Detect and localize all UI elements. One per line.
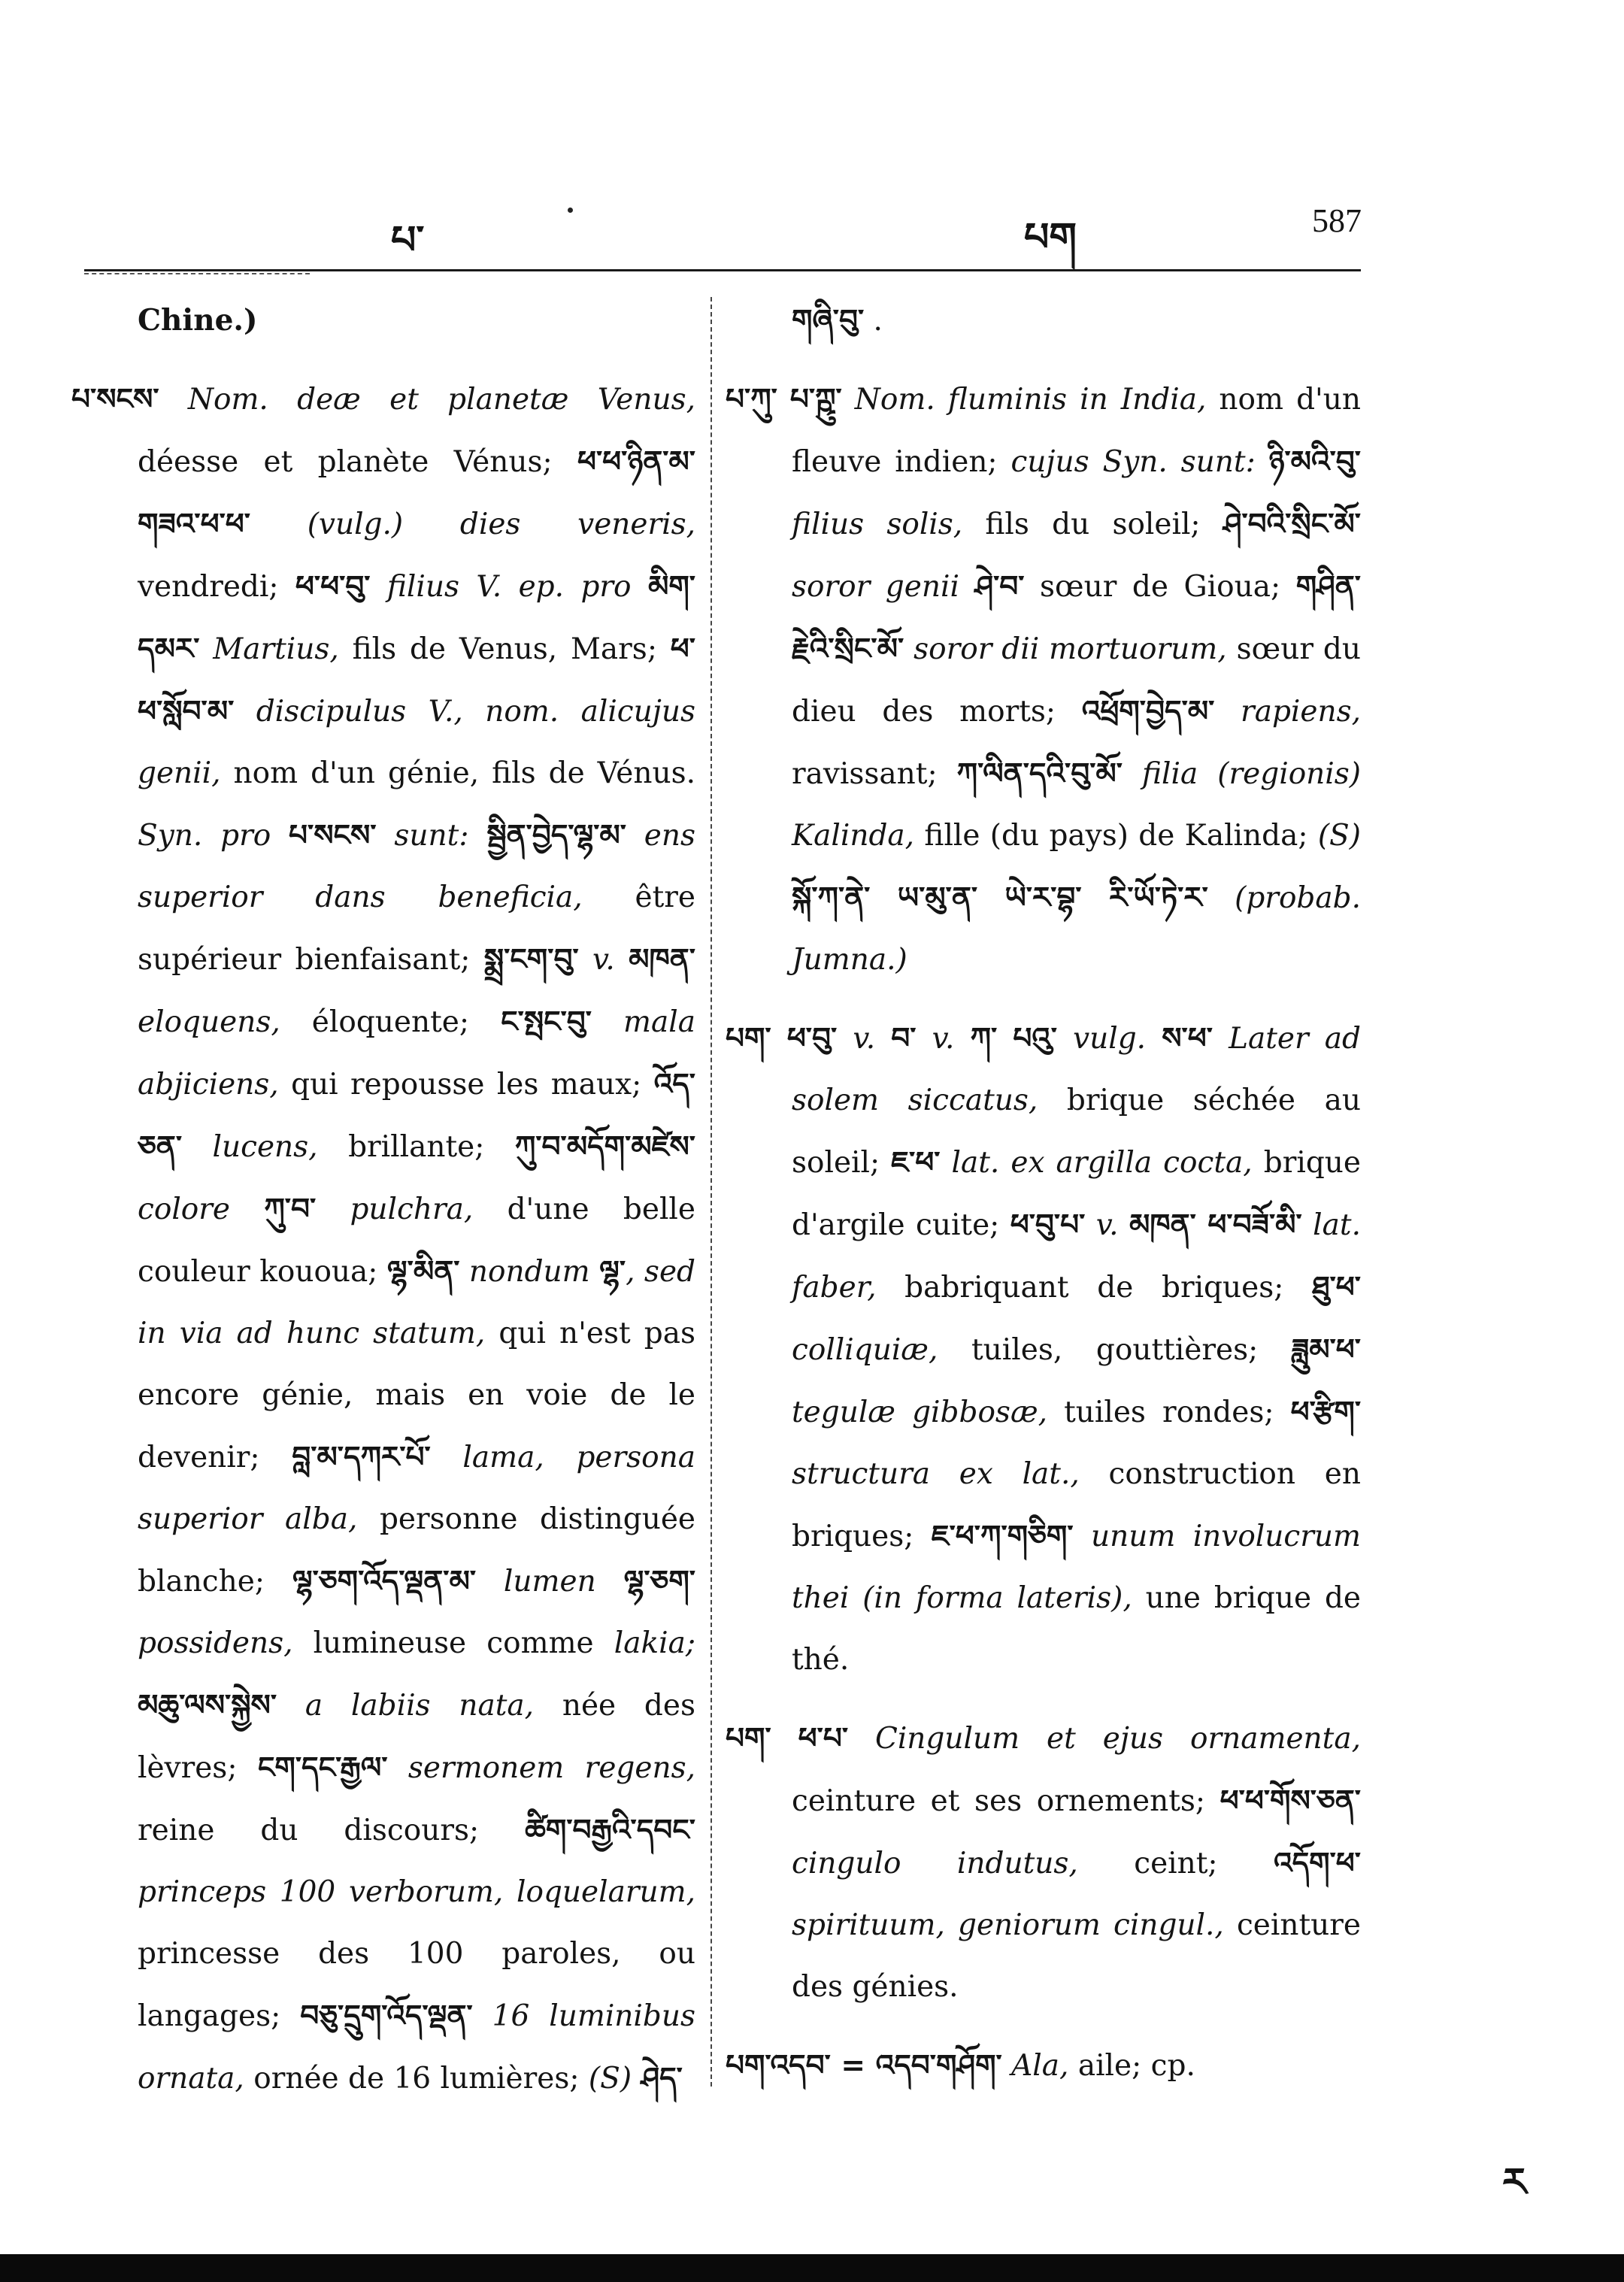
tibetan-term: སྦྱིན་བྱེད་ལྷ་མ་ — [486, 818, 626, 853]
latin-gloss: filia (regionis) Kalinda, — [792, 757, 1361, 853]
french-gloss: être supérieur bienfaisant; — [138, 880, 696, 977]
latin-gloss: colliquiæ, — [792, 1333, 938, 1367]
french-gloss: qui n'est pas encore génie, mais en voie de le devenir; — [138, 1317, 695, 1474]
french-gloss — [997, 1022, 1013, 1056]
entry-continuation — [726, 289, 1361, 352]
latin-gloss: v. — [916, 1022, 971, 1056]
running-head-left: པ་ — [391, 217, 425, 263]
latin-gloss: pulchra, — [316, 1193, 474, 1226]
french-gloss: d'une belle couleur kououa; — [138, 1193, 695, 1289]
header-dot — [568, 208, 573, 213]
french-gloss: . — [864, 304, 883, 338]
tibetan-term: མཆུ་ལས་སྐྱེས་ — [138, 1688, 277, 1723]
french-gloss: née des lèvres; — [138, 1689, 695, 1785]
tibetan-term: མཁན་ ཕ་བཟོ་མི་ — [1129, 1208, 1302, 1242]
dictionary-entry — [726, 1008, 1361, 1691]
latin-gloss: lat. faber, — [792, 1208, 1361, 1305]
headword: པ་སངས་ — [71, 382, 159, 417]
latin-gloss: lakia; — [614, 1626, 695, 1660]
tibetan-term: ཤེ་བའི་སྲིང་མོ་ — [1223, 507, 1361, 541]
latin-gloss: cujus Syn. sunt: — [1010, 445, 1269, 479]
tibetan-term: ཤེ་བ་ — [974, 569, 1025, 604]
scan-edge-bar — [0, 2254, 1624, 2282]
tibetan-term: ཇ་ཕ་ཀ་གཅིག་ — [931, 1519, 1074, 1553]
tibetan-term: ཕ་ཕ་སློབ་མ་ — [138, 632, 695, 729]
latin-gloss: lumen — [476, 1565, 624, 1599]
latin-gloss: (vulg.) dies veneris, — [250, 508, 695, 541]
tibetan-term: ས་ཕ་ — [1162, 1021, 1213, 1056]
latin-gloss: tegulæ gibbosæ, — [792, 1396, 1047, 1429]
french-gloss: princesse des 100 paroles, ou langages; — [138, 1937, 695, 2033]
french-gloss: brique séchée au soleil; — [792, 1083, 1361, 1180]
headword: པག་ — [726, 1021, 771, 1056]
french-gloss: brillante; — [317, 1130, 515, 1164]
latin-gloss: mala abjiciens, — [138, 1005, 696, 1102]
tibetan-term: པ་སངས་ — [289, 818, 377, 853]
latin-gloss: filius solis, — [792, 508, 963, 541]
latin-gloss: discipulus V., nom. alicujus genii, — [138, 695, 695, 790]
french-gloss: qui repousse les maux; — [278, 1068, 654, 1102]
tibetan-term: ཀུ་བ་ — [264, 1192, 317, 1226]
latin-gloss: lat. ex argilla cocta, — [940, 1146, 1253, 1180]
header-rule-dash — [84, 273, 310, 274]
tibetan-term: པའུ་ — [1013, 1021, 1057, 1056]
latin-gloss: soror genii — [792, 570, 975, 604]
latin-gloss: Nom. fluminis in India, — [841, 383, 1207, 417]
tibetan-term: འོད་ཅན་ — [138, 1067, 695, 1164]
tibetan-term: ལྷ་ཅག་ — [623, 1564, 695, 1599]
french-gloss: tuiles rondes; — [1047, 1396, 1291, 1429]
latin-gloss: sermonem regens, — [387, 1751, 695, 1785]
header-rule — [84, 269, 1361, 271]
latin-gloss: colore — [138, 1193, 265, 1226]
latin-gloss: possidens, — [138, 1626, 293, 1660]
latin-gloss: unum involucrum thei (in forma lateris), — [792, 1520, 1361, 1615]
latin-gloss: vulg. — [1056, 1022, 1162, 1056]
tibetan-term: ལྷ་ཅག་འོད་ལྡན་མ་ — [292, 1564, 477, 1599]
latin-gloss: lama, persona superior alba, — [138, 1441, 696, 1536]
latin-gloss: ens superior dans beneficia, — [138, 819, 695, 914]
tibetan-term: ཤེད་ — [641, 2061, 683, 2096]
french-gloss: fils du soleil; — [962, 508, 1223, 541]
french-gloss: fils de Venus, Mars; — [338, 632, 671, 666]
tibetan-term: ཕ་བུ་པ་ — [1010, 1208, 1086, 1242]
latin-gloss: a labiis nata, — [277, 1689, 535, 1723]
latin-gloss: lucens, — [182, 1130, 318, 1164]
latin-gloss: v. — [578, 943, 629, 977]
latin-gloss: nondum — [459, 1255, 600, 1289]
tibetan-term: ལྷ་ — [599, 1254, 626, 1289]
french-gloss: lumineuse comme — [292, 1626, 614, 1660]
french-gloss: tuiles, gouttières; — [938, 1333, 1292, 1367]
latin-gloss: spirituum, geniorum cingul., — [792, 1908, 1224, 1942]
latin-gloss: Martius, — [199, 632, 339, 666]
tibetan-term: ཚིག་བརྒྱའི་དབང་ — [525, 1813, 695, 1847]
tibetan-term: གཞི་བུ་ — [792, 303, 865, 338]
french-gloss — [771, 1022, 787, 1056]
tibetan-term: བ་ — [891, 1021, 917, 1056]
tibetan-term: ང་སྤང་བུ་ — [501, 1005, 592, 1039]
latin-gloss: filius V. ep. pro — [370, 570, 648, 604]
text-fragment: Chine.) — [138, 303, 258, 338]
latin-gloss: princeps 100 verborum, loquelarum, — [138, 1875, 695, 1909]
french-gloss: ceinture des génies. — [792, 1908, 1361, 2004]
latin-gloss: (S) — [1317, 819, 1361, 853]
french-gloss: sœur du dieu des morts; — [792, 632, 1361, 729]
french-gloss — [771, 1722, 798, 1756]
tibetan-term: ཕ་རྩིག་ — [1290, 1395, 1362, 1429]
tibetan-term: གཤིན་རྗེའི་སྲིང་མོ་ — [792, 569, 1361, 666]
french-gloss: éloquente; — [280, 1005, 501, 1039]
latin-gloss: v. — [1085, 1208, 1129, 1242]
latin-gloss: eloquens, — [138, 1005, 280, 1039]
headword: པག་འདབ་ = འདབ་གཤོག་ — [726, 2048, 1002, 2083]
tibetan-term: ཕ་ཕ་ཉིན་མ་ གཟའ་ཕ་ཕ་ — [138, 444, 695, 541]
tibetan-term: ཕ་ཕ་གོས་ཅན་ — [1220, 1783, 1361, 1818]
dictionary-entry — [726, 2035, 1361, 2097]
tibetan-term: མིག་དམར་ — [138, 569, 695, 666]
tibetan-term: ཀ་ལིན་དའི་བུ་མོ་ — [956, 756, 1123, 791]
running-head-right: པག — [1024, 214, 1077, 260]
french-gloss: babriquant de briques; — [876, 1271, 1313, 1305]
french-gloss: fille (du pays) de Kalinda; — [914, 819, 1318, 853]
latin-gloss: structura ex lat., — [792, 1457, 1080, 1491]
tibetan-term: འདོག་ཕ་ — [1274, 1846, 1361, 1880]
french-gloss: aile; cp. — [1068, 2049, 1195, 2083]
tibetan-term: པ་ཀྵུ་ — [789, 382, 842, 417]
latin-gloss: 16 luminibus ornata, — [138, 1999, 695, 2096]
tibetan-term: སྨྲ་ངག་བུ་ — [483, 942, 579, 977]
signature-mark: ཪ — [1502, 2159, 1527, 2205]
tibetan-term: སྐོ་ཀ་ནེ་ ཡ་མུ་ན་ ཡེ་ར་བྷ་ ཪི་ཡོ་ཏེ་ར་ — [792, 880, 1208, 915]
french-gloss: une brique de thé. — [792, 1581, 1361, 1677]
latin-gloss: (probab. Jumna.) — [792, 881, 1362, 977]
latin-gloss: cingulo indutus, — [792, 1847, 1078, 1880]
latin-gloss: Nom. deæ et planetæ Venus, — [159, 383, 695, 417]
tibetan-term: བཅུ་དྲུག་འོད་ལྡན་ — [300, 1999, 473, 2033]
tibetan-term: ཀུ་བ་མདོག་མཛེས་ — [514, 1129, 695, 1164]
french-gloss: personne distinguée blanche; — [138, 1502, 695, 1599]
dictionary-entry — [726, 368, 1361, 991]
right-column — [726, 289, 1361, 2097]
latin-gloss: sunt: — [376, 819, 487, 853]
headword: པག་ — [726, 1721, 771, 1756]
tibetan-term: ཉི་མའི་བུ་ — [1268, 444, 1361, 479]
french-gloss: ornée de 16 lumières; — [244, 2062, 589, 2096]
latin-gloss: , sed in via ad hunc statum, — [138, 1255, 695, 1350]
left-column — [71, 289, 695, 2110]
page-number: 587 — [1312, 202, 1362, 239]
latin-gloss: (S) — [588, 2062, 641, 2096]
tibetan-term: འཕྲོག་བྱེད་མ་ — [1081, 694, 1215, 729]
french-gloss — [777, 383, 790, 417]
entry-continuation — [71, 289, 695, 352]
column-divider — [710, 297, 712, 2087]
tibetan-term: ངག་དང་རྒྱལ་ — [257, 1750, 388, 1785]
french-gloss: ravissant; — [792, 757, 957, 791]
headword: པ་ཀུ་ — [726, 382, 777, 417]
french-gloss: déesse et planète Vénus; — [138, 445, 577, 479]
latin-gloss: soror dii mortuorum, — [904, 632, 1227, 666]
latin-gloss: Ala, — [1001, 2049, 1069, 2083]
tibetan-term: ཕ་ཕ་བུ་ — [295, 569, 371, 604]
french-gloss: ceinture et ses ornements; — [792, 1784, 1220, 1818]
french-gloss: sœur de Gioua; — [1024, 570, 1296, 604]
tibetan-term: ཇ་ཕ་ — [891, 1145, 941, 1180]
french-gloss: construction en briques; — [792, 1457, 1361, 1553]
french-gloss: vendredi; — [138, 570, 295, 604]
latin-gloss: v. — [837, 1022, 892, 1056]
latin-gloss: Cingulum et ejus ornamenta, — [848, 1722, 1361, 1756]
french-gloss: nom d'un génie, fils de Vénus. — [220, 756, 695, 790]
tibetan-term: ཀ་ — [970, 1021, 998, 1056]
tibetan-term: ལྷ་མིན་ — [386, 1254, 460, 1289]
french-gloss: nom d'un fleuve indien; — [792, 383, 1361, 479]
latin-gloss: Later ad solem siccatus, — [792, 1022, 1361, 1117]
french-gloss: reine du discours; — [138, 1814, 526, 1847]
tibetan-term: ཐུ་ཕ་ — [1312, 1270, 1361, 1305]
french-gloss: ceint; — [1077, 1847, 1274, 1880]
dictionary-entry — [71, 368, 695, 2110]
latin-gloss: Syn. pro — [138, 819, 289, 853]
french-gloss: brique d'argile cuite; — [792, 1146, 1361, 1242]
tibetan-term: བླ་མ་དཀར་པོ་ — [292, 1440, 431, 1474]
tibetan-term: ཕ་པ་ — [798, 1721, 849, 1756]
tibetan-term: མཁན་ — [629, 942, 695, 977]
latin-gloss: rapiens, — [1214, 695, 1361, 729]
tibetan-term: ཕ་བུ་ — [786, 1021, 838, 1056]
tibetan-term: ཟླུམ་ཕ་ — [1291, 1332, 1361, 1367]
dictionary-entry — [726, 1708, 1361, 2018]
